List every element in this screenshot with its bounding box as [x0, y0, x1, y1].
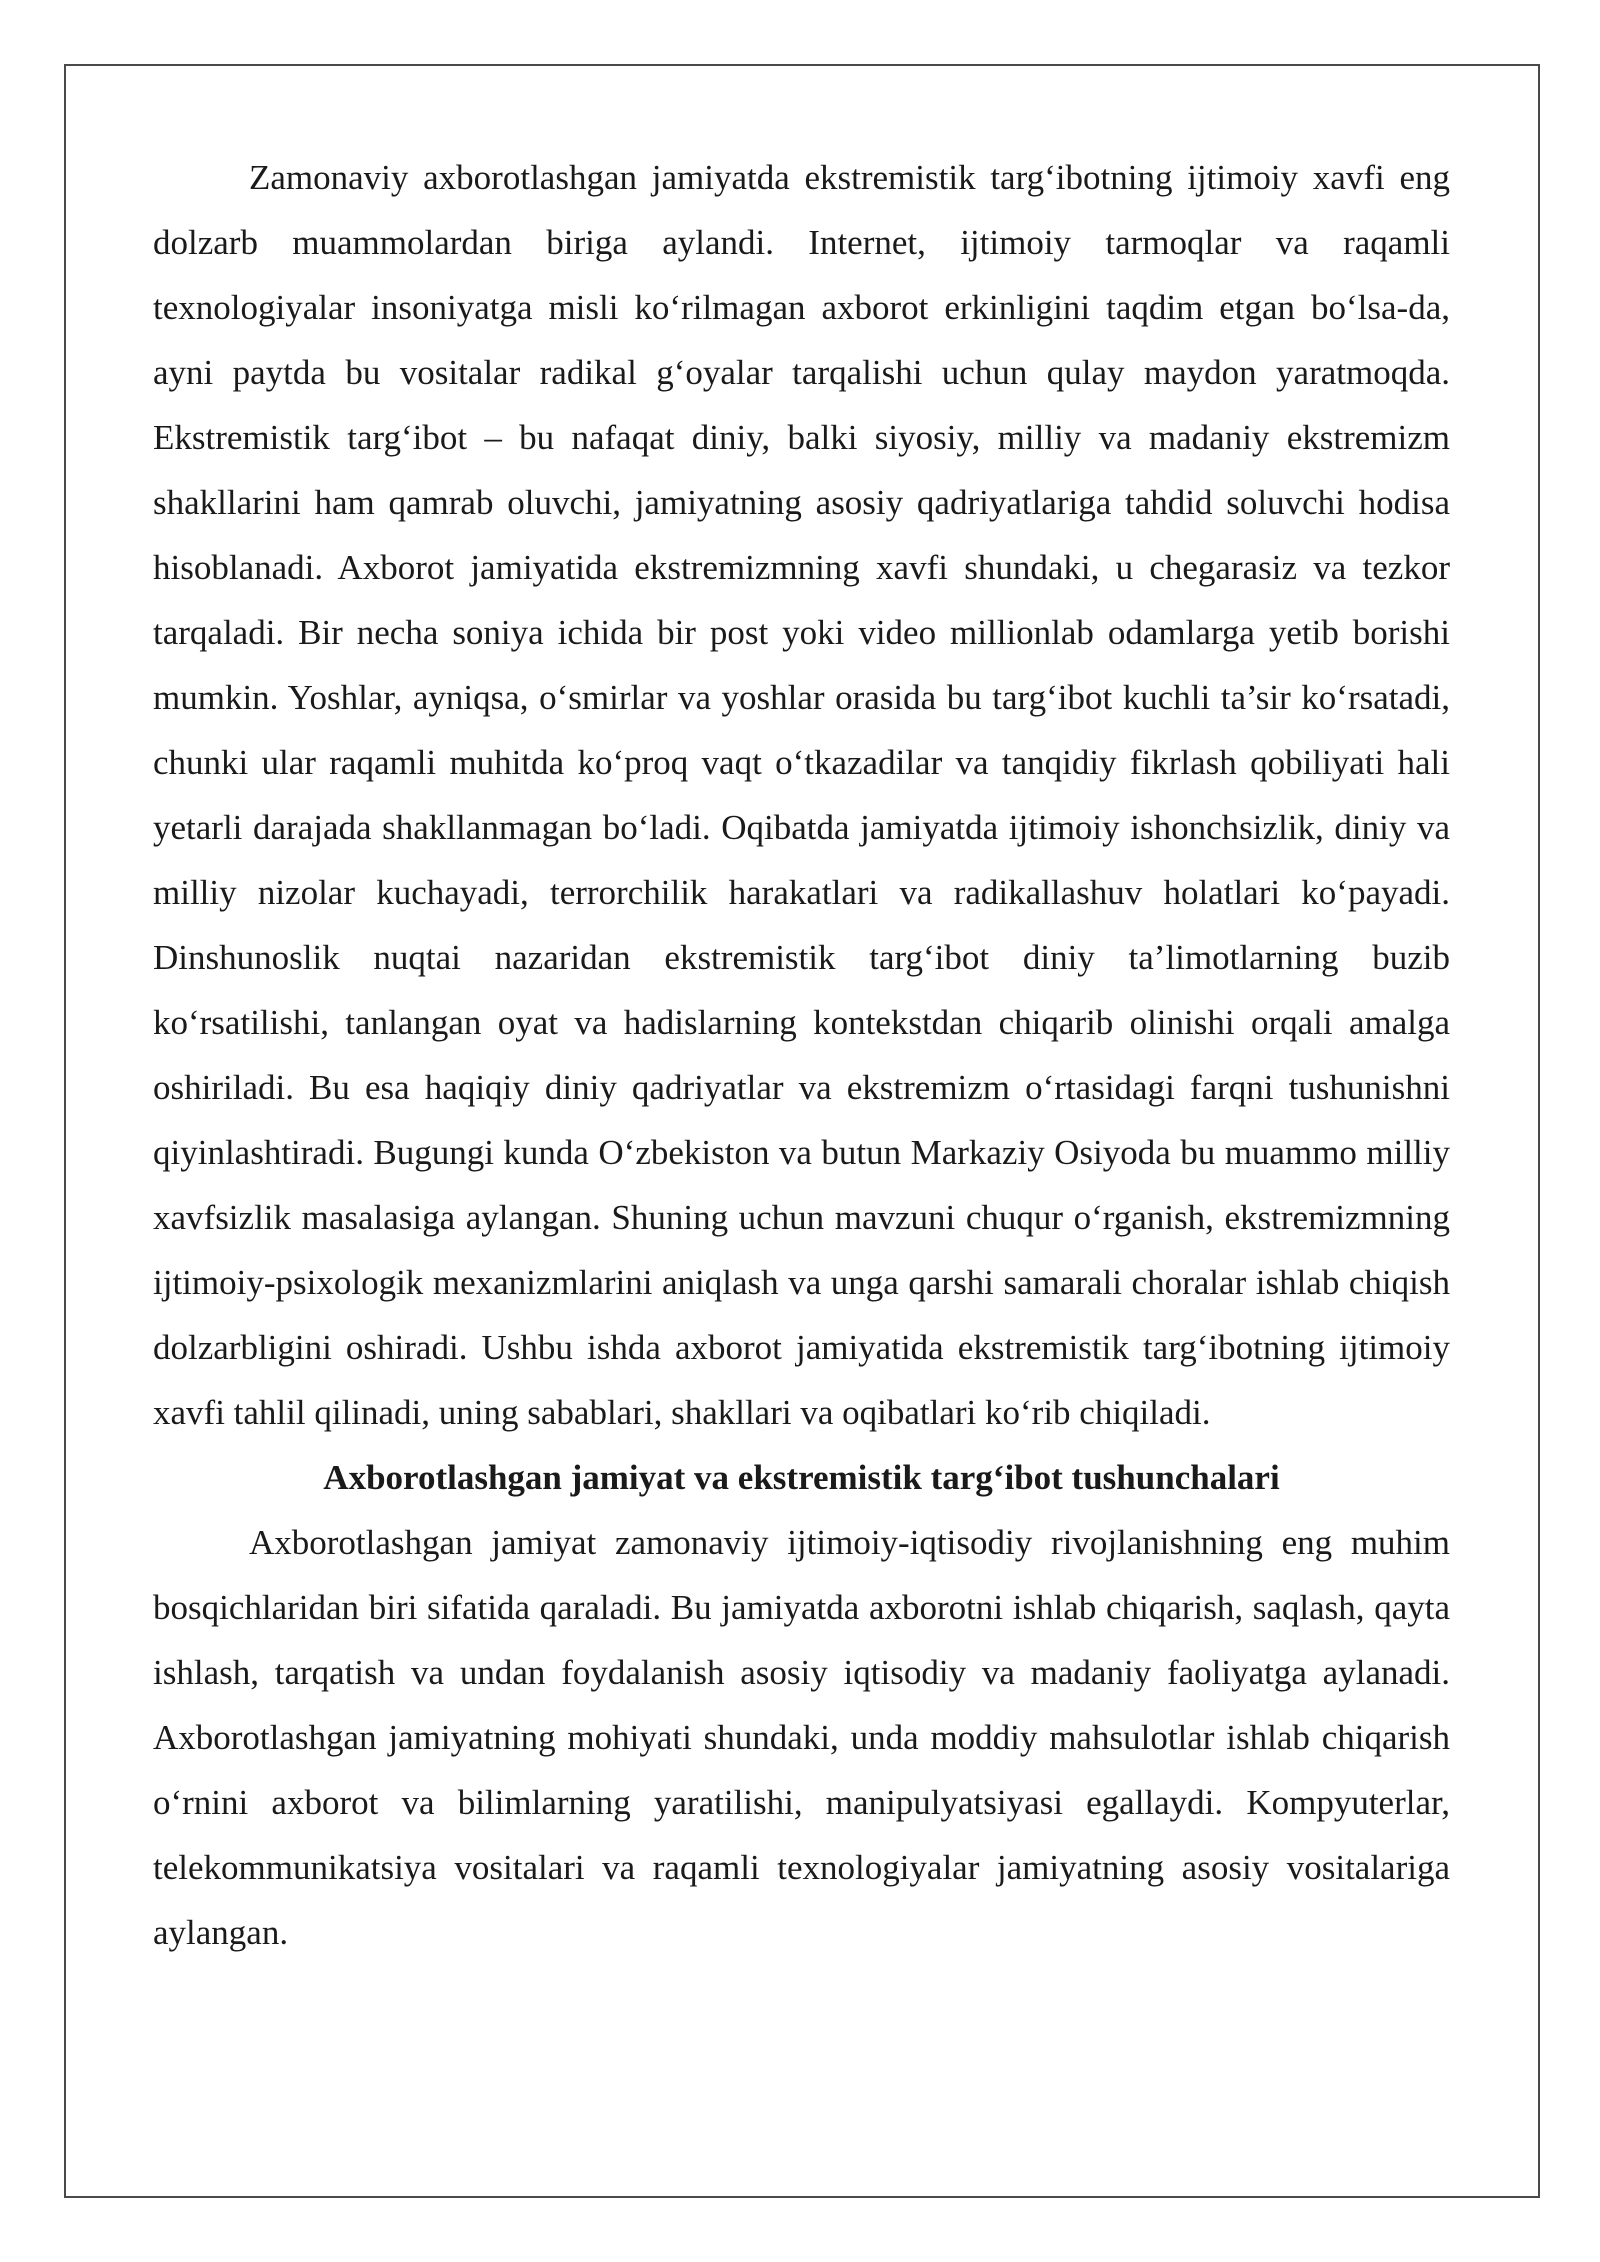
- section-paragraph: Axborotlashgan jamiyat zamonaviy ijtimoiy-iqtisodiy rivojlanishning eng muhim bosqichlaridan biri sifatida qaraladi. Bu jamiyatda axborotni ishlab chiqarish, saqlash, qayta ishlash, tarqatish va undan foydalanish asosiy iqtisodiy va madaniy faoliyatga aylanadi. Axborotlashgan jamiyatning mohiyati shundaki, unda moddiy mahsulotlar ishlab chiqarish o‘rnini axborot va bilimlarning yaratilishi, manipulyatsiyasi egallaydi. Kompyuterlar, telekommunikatsiya vositalari va raqamli texnologiyalar jamiyatning asosiy vositalariga aylangan.: [153, 1523, 1450, 1952]
- section-heading: Axborotlashgan jamiyat va ekstremistik targ‘ibot tushunchalari: [323, 1458, 1280, 1497]
- intro-paragraph: Zamonaviy axborotlashgan jamiyatda ekstremistik targ‘ibotning ijtimoiy xavfi eng dolzarb muammolardan biriga aylandi. Internet, ijtimoiy tarmoqlar va raqamli texnologiyalar insoniyatga misli ko‘rilmagan axborot erkinligini taqdim etgan bo‘lsa-da, ayni paytda bu vositalar radikal g‘oyalar tarqalishi uchun qulay maydon yaratmoqda. Ekstremistik targ‘ibot – bu nafaqat diniy, balki siyosiy, milliy va madaniy ekstremizm shakllarini ham qamrab oluvchi, jamiyatning asosiy qadriyatlariga tahdid soluvchi hodisa hisoblanadi. Axborot jamiyatida ekstremizmning xavfi shundaki, u chegarasiz va tezkor tarqaladi. Bir necha soniya ichida bir post yoki video millionlab odamlarga yetib borishi mumkin. Yoshlar, ayniqsa, o‘smirlar va yoshlar orasida bu targ‘ibot kuchli ta’sir ko‘rsatadi, chunki ular raqamli muhitda ko‘proq vaqt o‘tkazadilar va tanqidiy fikrlash qobiliyati hali yetarli darajada shakllanmagan bo‘ladi. Oqibatda jamiyatda ijtimoiy ishonchsizlik, diniy va milliy nizolar kuchayadi, terrorchilik harakatlari va radikallashuv holatlari ko‘payadi. Dinshunoslik nuqtai nazaridan ekstremistik targ‘ibot diniy ta’limotlarning buzib ko‘rsatilishi, tanlangan oyat va hadislarning kontekstdan chiqarib olinishi orqali amalga oshiriladi. Bu esa haqiqiy diniy qadriyatlar va ekstremizm o‘rtasidagi farqni tushunishni qiyinlashtiradi. Bugungi kunda O‘zbekiston va butun Markaziy Osiyoda bu muammo milliy xavfsizlik masalasiga aylangan. Shuning uchun mavzuni chuqur o‘rganish, ekstremizmning ijtimoiy-psixologik mexanizmlarini aniqlash va unga qarshi samarali choralar ishlab chiqish dolzarbligini oshiradi. Ushbu ishda axborot jamiyatida ekstremistik targ‘ibotning ijtimoiy xavfi tahlil qilinadi, uning sabablari, shakllari va oqibatlari ko‘rib chiqiladi.: [153, 158, 1450, 1432]
- document-body: [153, 145, 1450, 1965]
